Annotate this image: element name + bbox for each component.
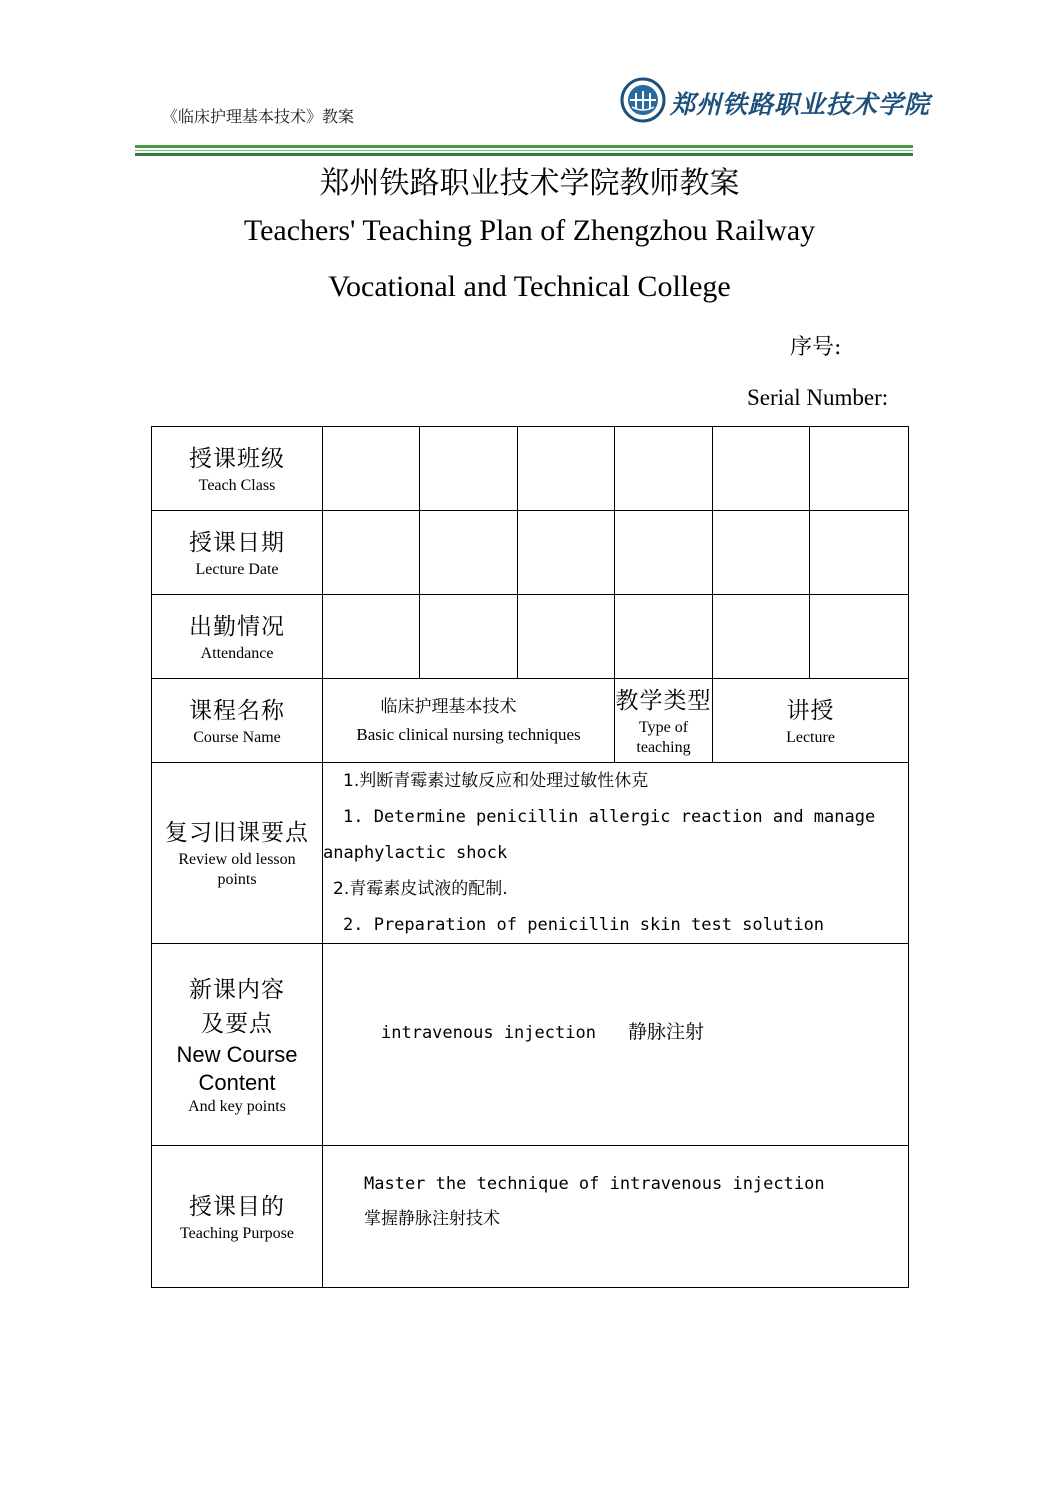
teach-class-cell [810,427,909,511]
lecture-date-cell [518,511,615,595]
table-row [152,595,909,679]
lecture-date-cell [615,511,713,595]
lecture-date-cell [420,511,518,595]
review-content: 1.判断青霉素过敏反应和处理过敏性休克 1. Determine penicillin allergic reaction and manage anaphylactic shock 2.青霉素皮试液的配制. 2. Preparation of penicillin skin test solution [323,763,909,944]
school-logo [620,77,931,125]
lecture-date-cell [713,511,810,595]
course-name-value-cn: 临床护理基本技术 [380,696,517,717]
table-row [152,944,909,1146]
teaching-purpose-content: Master the technique of intravenous injection 掌握静脉注射技术 [323,1146,909,1288]
doc-title-en-line2: Vocational and Technical College [328,270,731,303]
school-logo-text: 郑州铁路职业技术学院 [670,90,931,119]
teach-class-cell [615,427,713,511]
course-name-label: 课程名称 Course Name [152,679,323,763]
teach-class-label: 授课班级 Teach Class [152,427,323,511]
lecture-date-label: 授课日期 Lecture Date [152,511,323,595]
table-row [152,679,909,763]
lecture-date-cell [323,511,420,595]
teaching-purpose-label: 授课目的 Teaching Purpose [152,1146,323,1288]
attendance-label: 出勤情况 Attendance [152,595,323,679]
attendance-cell [810,595,909,679]
teaching-type-label: 教学类型 Type of teaching [615,679,713,763]
school-seal-icon [620,77,666,123]
header-rule [135,150,913,151]
serial-number-label-en: Serial Number: [747,385,889,410]
header-course-title: 《临床护理基本技术》教案 [162,107,355,126]
attendance-cell [420,595,518,679]
table-row [152,1146,909,1288]
table-row [152,763,909,944]
teaching-type-value: 讲授 Lecture [713,679,909,763]
header-rule [135,153,913,156]
course-name-value [323,679,615,763]
serial-number-label-cn: 序号: [790,335,842,360]
doc-title-en-line1: Teachers' Teaching Plan of Zhengzhou Railway [243,214,816,247]
teach-class-cell [323,427,420,511]
new-course-label: 新课内容 及要点 New Course Content And key points [152,944,323,1146]
teach-class-cell [713,427,810,511]
table-row [152,427,909,511]
teaching-plan-table [151,426,909,1288]
review-label: 复习旧课要点 Review old lesson points [152,763,323,944]
attendance-cell [615,595,713,679]
attendance-cell [323,595,420,679]
attendance-cell [713,595,810,679]
doc-title-cn: 郑州铁路职业技术学院教师教案 [319,167,740,200]
lecture-date-cell [810,511,909,595]
header-rule [135,145,913,148]
table-row [152,511,909,595]
teach-class-cell [518,427,615,511]
course-name-value-en: Basic clinical nursing techniques [356,724,581,744]
attendance-cell [518,595,615,679]
new-course-content: intravenous injection 静脉注射 [323,944,909,1146]
teach-class-cell [420,427,518,511]
